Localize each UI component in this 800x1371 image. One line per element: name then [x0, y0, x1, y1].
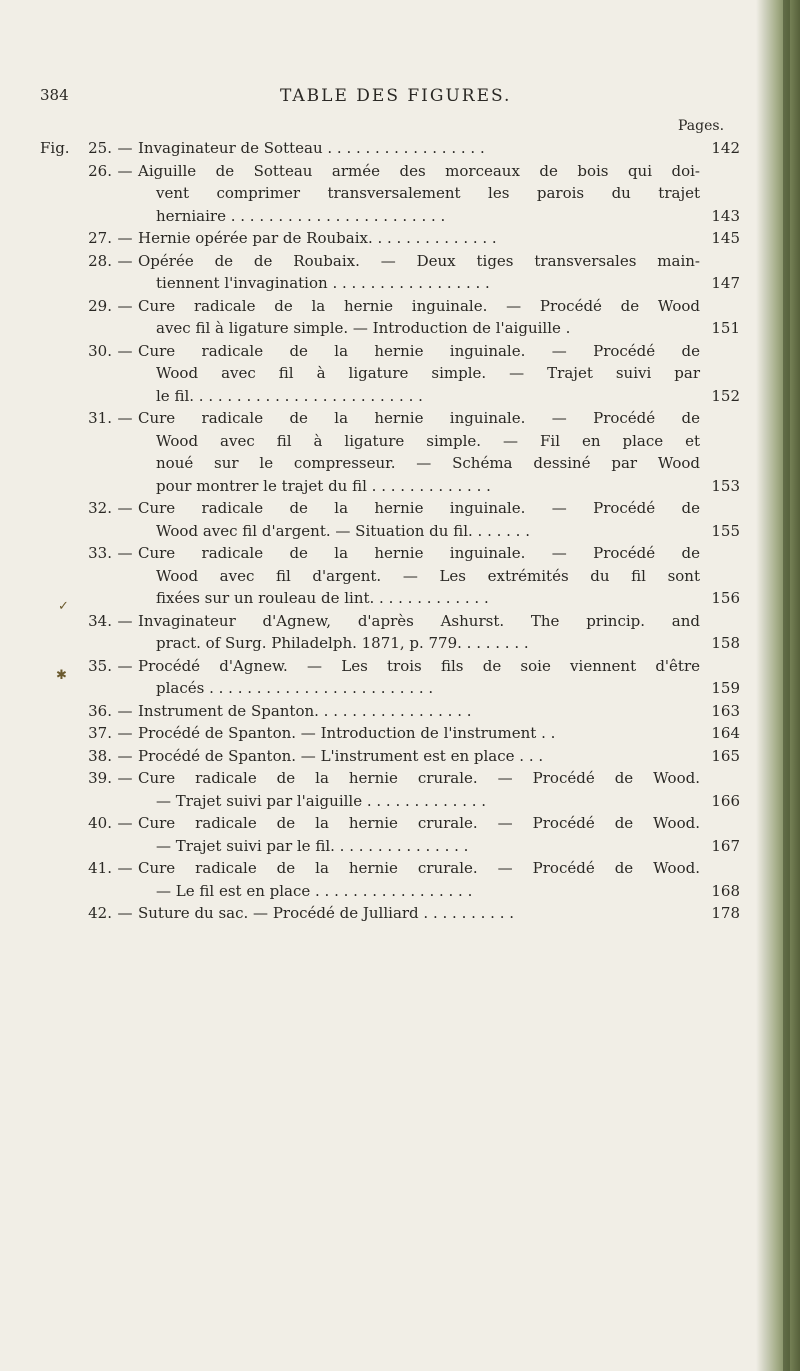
figure-entry	[40, 407, 740, 497]
entry-dash: —	[117, 544, 133, 562]
page-ref: 159	[711, 679, 740, 697]
figure-entry	[40, 227, 740, 250]
page-ref-space	[700, 655, 740, 678]
page-number: 384	[40, 86, 69, 104]
page-ref: 151	[711, 319, 740, 337]
figure-caption	[138, 160, 740, 228]
page-ref: 167	[711, 836, 740, 855]
page-title: TABLE DES FIGURES.	[280, 86, 512, 106]
figure-number: 25.	[88, 139, 112, 157]
caption-line	[138, 205, 740, 228]
figure-number: 34.	[88, 611, 112, 630]
fig-prefix-space	[40, 340, 80, 408]
figure-caption	[138, 250, 740, 295]
caption-line	[138, 430, 740, 453]
caption-text: Procédé de Spanton. — L'instrument est en place . . .	[138, 746, 544, 765]
page-ref: 155	[711, 521, 740, 540]
caption-line	[138, 182, 740, 205]
entry-dash: —	[117, 611, 133, 630]
entry-dash: —	[117, 746, 133, 765]
caption-line	[138, 745, 740, 768]
caption-text: Wood avec fil d'argent. — Les extrémités du fil sont	[156, 566, 700, 585]
caption-text: vent comprimer transversalement les parois du trajet	[156, 184, 700, 202]
caption-line	[138, 317, 740, 340]
caption-line	[138, 160, 740, 183]
caption-line	[138, 790, 740, 813]
page-ref-space	[700, 182, 740, 205]
page-ref-space	[700, 767, 740, 790]
caption-line	[138, 610, 740, 633]
page-ref-space	[700, 542, 740, 565]
caption-text: Cure radicale de la hernie crurale. — Procédé de Wood.	[138, 859, 700, 877]
caption-line	[138, 812, 740, 835]
fig-prefix-space	[40, 407, 80, 497]
page-ref-space	[700, 857, 740, 880]
page-edge	[756, 0, 800, 1371]
page-ref: 147	[711, 274, 740, 292]
caption-text: — Trajet suivi par l'aiguille . . . . . . . . . . . . .	[156, 791, 487, 810]
figure-number: 27.	[88, 229, 112, 247]
caption-text: placés . . . . . . . . . . . . . . . . . . . . . . . .	[156, 679, 434, 697]
fig-prefix-space	[40, 250, 80, 295]
figure-number: 41.	[88, 859, 112, 877]
fig-prefix-space	[40, 700, 80, 723]
figure-number: 31.	[88, 409, 112, 427]
caption-text: Cure radicale de la hernie inguinale. — Procédé de	[138, 341, 700, 360]
caption-line	[138, 250, 740, 273]
entry-dash: —	[117, 769, 133, 787]
caption-text: Cure radicale de la hernie inguinale. — Procédé de Wood	[138, 296, 700, 315]
entry-dash: —	[117, 341, 133, 360]
entry-dash: —	[117, 251, 133, 270]
caption-text: Wood avec fil d'argent. — Situation du fil. . . . . . .	[156, 521, 530, 540]
entry-dash: —	[117, 139, 133, 157]
fig-prefix-space	[40, 812, 80, 857]
caption-text: Cure radicale de la hernie inguinale. — Procédé de	[138, 409, 700, 427]
margin-mark: ✓	[58, 599, 69, 614]
entry-dash: —	[117, 499, 133, 517]
caption-line	[138, 565, 740, 588]
caption-text: Cure radicale de la hernie inguinale. — Procédé de	[138, 499, 700, 517]
page-ref: 142	[711, 139, 740, 157]
page-ref-space	[700, 497, 740, 520]
caption-line	[138, 632, 740, 655]
caption-line	[138, 520, 740, 543]
caption-text: Cure radicale de la hernie inguinale. — Procédé de	[138, 544, 700, 562]
caption-line	[138, 272, 740, 295]
caption-text: Procédé d'Agnew. — Les trois fils de soie viennent d'être	[138, 656, 700, 675]
page-ref: 165	[711, 746, 740, 765]
figure-caption	[138, 902, 740, 925]
figure-caption	[138, 340, 740, 408]
page-ref: 168	[711, 881, 740, 900]
entry-dash: —	[117, 701, 133, 720]
page-ref-space	[700, 430, 740, 453]
page-ref: 164	[711, 724, 740, 742]
figure-entry	[40, 857, 740, 902]
caption-text: Cure radicale de la hernie crurale. — Procédé de Wood.	[138, 814, 700, 832]
caption-line	[138, 542, 740, 565]
figure-number: 40.	[88, 814, 112, 832]
caption-line	[138, 722, 740, 745]
figure-caption	[138, 407, 740, 497]
figure-caption	[138, 295, 740, 340]
page-ref: 156	[711, 589, 740, 607]
figure-list	[40, 137, 740, 925]
page-ref: 166	[711, 791, 740, 810]
fig-prefix-space	[40, 767, 80, 812]
fig-prefix-space	[40, 857, 80, 902]
figure-entry	[40, 250, 740, 295]
figure-number: 33.	[88, 544, 112, 562]
entry-dash: —	[117, 904, 133, 922]
page-ref: 145	[711, 229, 740, 247]
figure-entry	[40, 745, 740, 768]
figure-entry	[40, 295, 740, 340]
caption-text: le fil. . . . . . . . . . . . . . . . . . . . . . . . .	[156, 386, 423, 405]
figure-entry	[40, 812, 740, 857]
caption-text: Hernie opérée par de Roubaix. . . . . . . . . . . . . .	[138, 229, 497, 247]
caption-line	[138, 655, 740, 678]
caption-text: Invaginateur d'Agnew, d'après Ashurst. The princip. and	[138, 611, 700, 630]
figure-number: 26.	[88, 161, 112, 180]
entry-dash: —	[117, 161, 133, 180]
figure-entry	[40, 700, 740, 723]
fig-prefix-space	[40, 295, 80, 340]
entry-dash: —	[117, 814, 133, 832]
fig-prefix-space	[40, 227, 80, 250]
page-ref-space	[700, 295, 740, 318]
caption-text: noué sur le compresseur. — Schéma dessiné par Wood	[156, 454, 700, 472]
figure-caption	[138, 497, 740, 542]
figure-caption	[138, 857, 740, 902]
fig-prefix-space	[40, 745, 80, 768]
figure-number: 28.	[88, 251, 112, 270]
figure-caption	[138, 722, 740, 745]
figure-entry	[40, 610, 740, 655]
entry-dash: —	[117, 409, 133, 427]
page-ref-space	[700, 452, 740, 475]
figure-caption	[138, 542, 740, 610]
figure-caption	[138, 812, 740, 857]
caption-text: — Trajet suivi par le fil. . . . . . . . . . . . . . .	[156, 836, 469, 855]
caption-line	[138, 835, 740, 858]
caption-text: tiennent l'invagination . . . . . . . . . . . . . . . . .	[156, 274, 490, 292]
entry-dash: —	[117, 859, 133, 877]
page-ref-space	[700, 610, 740, 633]
figure-entry	[40, 160, 740, 228]
figure-number: 36.	[88, 701, 112, 720]
figure-caption	[138, 700, 740, 723]
caption-line	[138, 880, 740, 903]
fig-prefix-space	[40, 610, 80, 655]
caption-line	[138, 767, 740, 790]
figure-caption	[138, 227, 740, 250]
caption-text: pour montrer le trajet du fil . . . . . . . . . . . . .	[156, 476, 491, 495]
figure-entry	[40, 340, 740, 408]
caption-text: Cure radicale de la hernie crurale. — Procédé de Wood.	[138, 769, 700, 787]
figure-number: 42.	[88, 904, 112, 922]
figure-number: 35.	[88, 656, 112, 675]
page-ref-space	[700, 362, 740, 385]
page-ref-space	[700, 160, 740, 183]
fig-prefix-space	[40, 497, 80, 542]
page-ref: 152	[711, 386, 740, 405]
margin-mark: ✱	[56, 668, 67, 683]
page-ref-space	[700, 407, 740, 430]
caption-line	[138, 452, 740, 475]
caption-line	[138, 295, 740, 318]
caption-line	[138, 700, 740, 723]
figure-entry	[40, 137, 740, 160]
figure-caption	[138, 655, 740, 700]
page-ref-space	[700, 565, 740, 588]
entry-dash: —	[117, 229, 133, 247]
caption-line	[138, 497, 740, 520]
caption-text: Wood avec fil à ligature simple. — Trajet suivi par	[156, 364, 700, 382]
entry-dash: —	[117, 724, 133, 742]
caption-text: Opérée de de Roubaix. — Deux tiges transversales main-	[138, 251, 700, 270]
caption-line	[138, 227, 740, 250]
caption-text: avec fil à ligature simple. — Introduction de l'aiguille .	[156, 319, 571, 337]
entry-dash: —	[117, 296, 133, 315]
fig-prefix-space	[40, 160, 80, 228]
page-ref-space	[700, 250, 740, 273]
caption-line	[138, 902, 740, 925]
caption-text: Instrument de Spanton. . . . . . . . . . . . . . . . .	[138, 701, 472, 720]
figure-entry	[40, 722, 740, 745]
figure-caption	[138, 767, 740, 812]
caption-text: herniaire . . . . . . . . . . . . . . . . . . . . . . .	[156, 206, 446, 225]
page-ref: 143	[711, 206, 740, 225]
figure-caption	[138, 745, 740, 768]
pages-column-label: Pages.	[678, 118, 725, 134]
page-ref-space	[700, 812, 740, 835]
figure-number: 39.	[88, 769, 112, 787]
figure-caption	[138, 610, 740, 655]
figure-entry	[40, 655, 740, 700]
caption-text: — Le fil est en place . . . . . . . . . . . . . . . . .	[156, 881, 473, 900]
caption-line	[138, 137, 740, 160]
caption-text: Wood avec fil à ligature simple. — Fil en place et	[156, 431, 700, 450]
caption-line	[138, 857, 740, 880]
page-ref-space	[700, 340, 740, 363]
caption-text: fixées sur un rouleau de lint. . . . . . . . . . . . .	[156, 589, 489, 607]
caption-line	[138, 362, 740, 385]
fig-prefix: Fig.	[40, 139, 70, 157]
page-ref: 163	[711, 701, 740, 720]
caption-text: Aiguille de Sotteau armée des morceaux de bois qui doi-	[138, 161, 700, 180]
caption-text: Procédé de Spanton. — Introduction de l'instrument . .	[138, 724, 556, 742]
caption-line	[138, 407, 740, 430]
figure-number: 29.	[88, 296, 112, 315]
page-ref: 178	[711, 904, 740, 922]
caption-text: Invaginateur de Sotteau . . . . . . . . . . . . . . . . .	[138, 139, 485, 157]
caption-line	[138, 385, 740, 408]
fig-prefix-space	[40, 902, 80, 925]
fig-prefix-space	[40, 722, 80, 745]
caption-line	[138, 475, 740, 498]
entry-dash: —	[117, 656, 133, 675]
figure-caption	[138, 137, 740, 160]
caption-line	[138, 340, 740, 363]
figure-entry	[40, 542, 740, 610]
figure-number: 37.	[88, 724, 112, 742]
caption-text: pract. of Surg. Philadelph. 1871, p. 779. . . . . . . .	[156, 634, 529, 652]
page-ref: 158	[711, 634, 740, 652]
figure-number: 30.	[88, 341, 112, 360]
caption-text: Suture du sac. — Procédé de Julliard . . . . . . . . . .	[138, 904, 515, 922]
figure-entry	[40, 902, 740, 925]
page-edge-stripe	[783, 0, 790, 1371]
caption-line	[138, 677, 740, 700]
figure-number: 38.	[88, 746, 112, 765]
figure-number: 32.	[88, 499, 112, 517]
figure-entry	[40, 497, 740, 542]
figure-entry	[40, 767, 740, 812]
caption-line	[138, 587, 740, 610]
page-ref: 153	[711, 476, 740, 495]
